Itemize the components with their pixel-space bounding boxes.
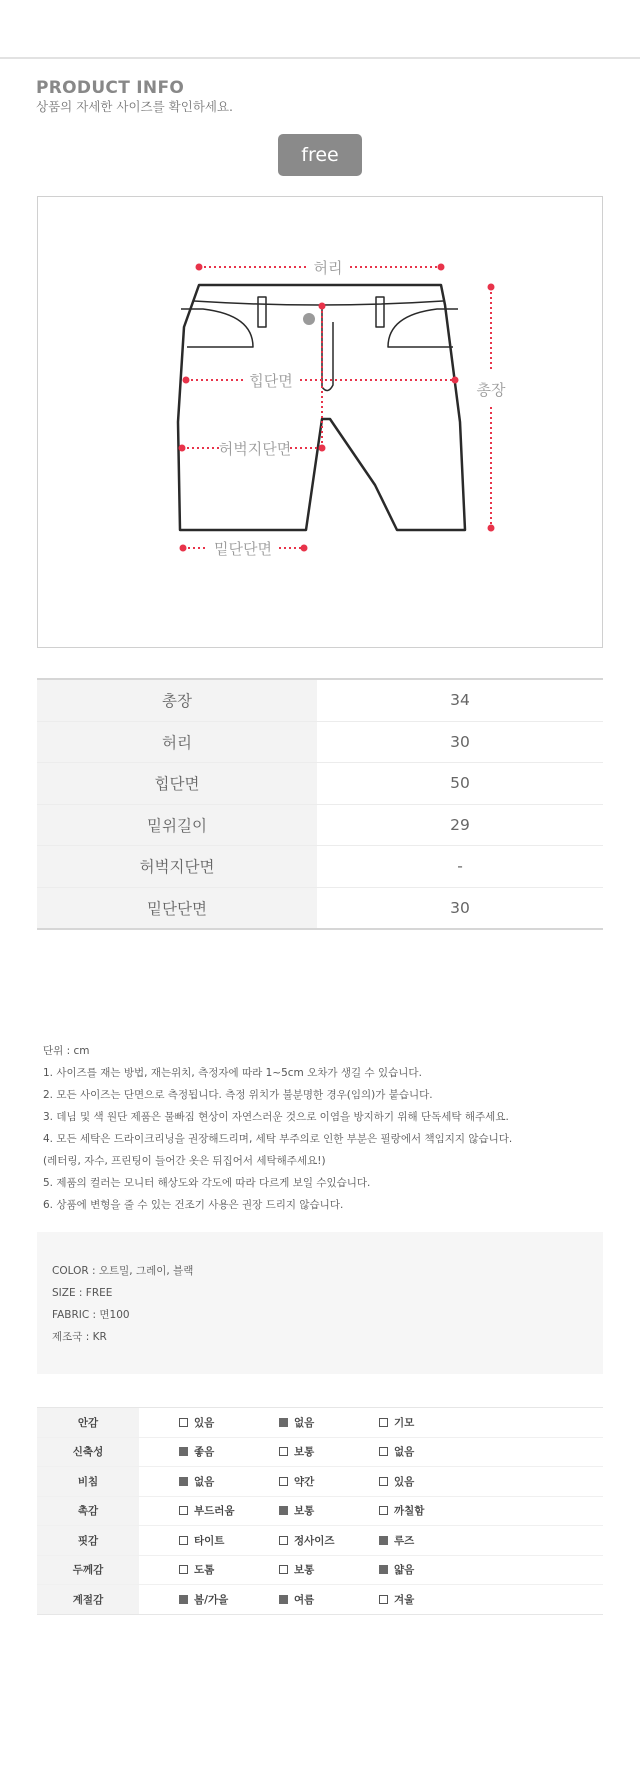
note-line: 1. 사이즈를 재는 방법, 재는위치, 측정자에 따라 1~5cm 오차가 생길 수 있습니다. (43, 1067, 422, 1079)
option-label: 부드러움 (194, 1505, 235, 1518)
note-line: 2. 모든 사이즈는 단면으로 측정됩니다. 측정 위치가 불분명한 경우(임의)가 붙습니다. (43, 1089, 433, 1101)
measure-endpoints (179, 264, 495, 552)
unchecked-box-icon (179, 1536, 188, 1545)
attribute-row (37, 1496, 603, 1526)
attribute-table (37, 1407, 603, 1615)
option-label: 없음 (294, 1416, 315, 1429)
option-label: 좋음 (194, 1446, 215, 1459)
size-diagram (37, 196, 603, 648)
spacer (479, 1585, 603, 1615)
attribute-option (379, 1585, 479, 1615)
option-label: 약간 (294, 1475, 315, 1488)
unchecked-box-icon (279, 1565, 288, 1574)
attribute-option (179, 1585, 279, 1615)
checked-box-icon (279, 1418, 288, 1427)
spacer (479, 1408, 603, 1438)
checked-box-icon (379, 1536, 388, 1545)
size-key: 힙단면 (37, 763, 317, 805)
attribute-option (279, 1408, 379, 1438)
attribute-option (179, 1408, 279, 1438)
option-label: 까칠함 (394, 1505, 425, 1518)
attribute-option (379, 1555, 479, 1585)
attribute-option (279, 1585, 379, 1615)
length-label: 총장 (476, 381, 506, 399)
option-label: 봄/가을 (194, 1593, 229, 1606)
spacer (479, 1467, 603, 1497)
page-subtitle: 상품의 자세한 사이즈를 확인하세요. (36, 99, 234, 114)
size-table (37, 678, 603, 930)
attribute-option (179, 1437, 279, 1467)
spacer (139, 1585, 179, 1615)
top-divider (0, 57, 640, 59)
attribute-option (379, 1467, 479, 1497)
option-label: 보통 (294, 1564, 315, 1577)
waist-label: 허리 (313, 259, 343, 277)
attribute-option (279, 1467, 379, 1497)
spacer (139, 1526, 179, 1556)
note-line: (레터링, 자수, 프린팅이 들어간 옷은 뒤집어서 세탁해주세요!) (43, 1155, 326, 1167)
table-row (37, 804, 603, 846)
table-row (37, 721, 603, 763)
spacer (479, 1526, 603, 1556)
unchecked-box-icon (279, 1477, 288, 1486)
checked-box-icon (379, 1565, 388, 1574)
spacer (139, 1437, 179, 1467)
size-value: 30 (317, 721, 603, 763)
size-value: 34 (317, 679, 603, 721)
hip-label: 힙단면 (249, 372, 293, 390)
option-label: 정사이즈 (294, 1534, 335, 1547)
table-row (37, 679, 603, 721)
attribute-option (379, 1496, 479, 1526)
checked-box-icon (279, 1595, 288, 1604)
attribute-option (179, 1526, 279, 1556)
option-label: 타이트 (194, 1534, 225, 1547)
shorts-illustration (38, 197, 604, 649)
button-dot (303, 313, 315, 325)
option-label: 루즈 (394, 1534, 415, 1547)
option-label: 있음 (394, 1475, 415, 1488)
option-label: 겨울 (394, 1593, 415, 1606)
attribute-label: 핏감 (37, 1526, 139, 1556)
unchecked-box-icon (379, 1595, 388, 1604)
size-key: 허벅지단면 (37, 846, 317, 888)
unchecked-box-icon (279, 1536, 288, 1545)
note-line: 6. 상품에 변형을 줄 수 있는 건조기 사용은 권장 드리지 않습니다. (43, 1199, 344, 1211)
unchecked-box-icon (379, 1447, 388, 1456)
spacer (139, 1496, 179, 1526)
attribute-option (279, 1437, 379, 1467)
attribute-row (37, 1555, 603, 1585)
checked-box-icon (279, 1506, 288, 1515)
attribute-label: 안감 (37, 1408, 139, 1438)
info-color: COLOR : 오트밀, 그레이, 블랙 (52, 1265, 194, 1277)
attribute-option (279, 1555, 379, 1585)
note-line: 3. 데님 및 색 원단 제품은 물빠짐 현상이 자연스러운 것으로 이염을 방지하기 위해 단독세탁 해주세요. (43, 1111, 509, 1123)
attribute-row (37, 1467, 603, 1497)
option-label: 보통 (294, 1505, 315, 1518)
unchecked-box-icon (379, 1418, 388, 1427)
attribute-label: 두께감 (37, 1555, 139, 1585)
size-value: 29 (317, 804, 603, 846)
option-label: 있음 (194, 1416, 215, 1429)
info-fabric: FABRIC : 면100 (52, 1309, 130, 1321)
spacer (479, 1555, 603, 1585)
size-free-button[interactable]: free (278, 134, 362, 176)
attribute-option (179, 1555, 279, 1585)
size-value: - (317, 846, 603, 888)
table-row (37, 763, 603, 805)
product-info-box (37, 1232, 603, 1374)
size-key: 허리 (37, 721, 317, 763)
unchecked-box-icon (379, 1506, 388, 1515)
size-key: 총장 (37, 679, 317, 721)
spacer (139, 1555, 179, 1585)
size-notes (43, 1040, 512, 1216)
table-row (37, 887, 603, 929)
attribute-row (37, 1585, 603, 1615)
spacer (479, 1496, 603, 1526)
table-row (37, 846, 603, 888)
note-line: 단위 : cm (43, 1045, 90, 1057)
option-label: 없음 (394, 1446, 415, 1459)
option-label: 도톰 (194, 1564, 215, 1577)
attribute-row (37, 1526, 603, 1556)
attribute-option (379, 1408, 479, 1438)
option-label: 보통 (294, 1446, 315, 1459)
unchecked-box-icon (379, 1477, 388, 1486)
attribute-label: 촉감 (37, 1496, 139, 1526)
note-line: 5. 제품의 컬러는 모니터 해상도와 각도에 따라 다르게 보일 수있습니다. (43, 1177, 371, 1189)
size-value: 50 (317, 763, 603, 805)
attribute-option (179, 1467, 279, 1497)
note-line: 4. 모든 세탁은 드라이크리닝을 권장해드리며, 세탁 부주의로 인한 부분은 필랑에서 책임지지 않습니다. (43, 1133, 513, 1145)
checked-box-icon (179, 1447, 188, 1456)
size-value: 30 (450, 898, 470, 917)
spacer (139, 1467, 179, 1497)
attribute-label: 계절감 (37, 1585, 139, 1615)
attribute-option (379, 1437, 479, 1467)
thigh-label: 허벅지단면 (218, 440, 292, 458)
attribute-row (37, 1437, 603, 1467)
option-label: 얇음 (394, 1564, 415, 1577)
size-key: 밑단단면 (37, 887, 317, 929)
unchecked-box-icon (179, 1506, 188, 1515)
unchecked-box-icon (279, 1447, 288, 1456)
option-label: 없음 (194, 1475, 215, 1488)
option-label: 여름 (294, 1593, 315, 1606)
info-origin: 제조국 : KR (52, 1331, 107, 1343)
spacer (139, 1408, 179, 1438)
attribute-label: 신축성 (37, 1437, 139, 1467)
unchecked-box-icon (179, 1418, 188, 1427)
checked-box-icon (179, 1595, 188, 1604)
info-size: SIZE : FREE (52, 1287, 113, 1299)
attribute-option (279, 1526, 379, 1556)
hem-label: 밑단단면 (214, 540, 272, 558)
attribute-label: 비침 (37, 1467, 139, 1497)
page-title: PRODUCT INFO (36, 78, 185, 98)
attribute-row (37, 1408, 603, 1438)
attribute-option (279, 1496, 379, 1526)
unchecked-box-icon (179, 1565, 188, 1574)
option-label: 기모 (394, 1416, 415, 1429)
spacer (479, 1437, 603, 1467)
checked-box-icon (179, 1477, 188, 1486)
attribute-option (179, 1496, 279, 1526)
attribute-option (379, 1526, 479, 1556)
size-key: 밑위길이 (37, 804, 317, 846)
